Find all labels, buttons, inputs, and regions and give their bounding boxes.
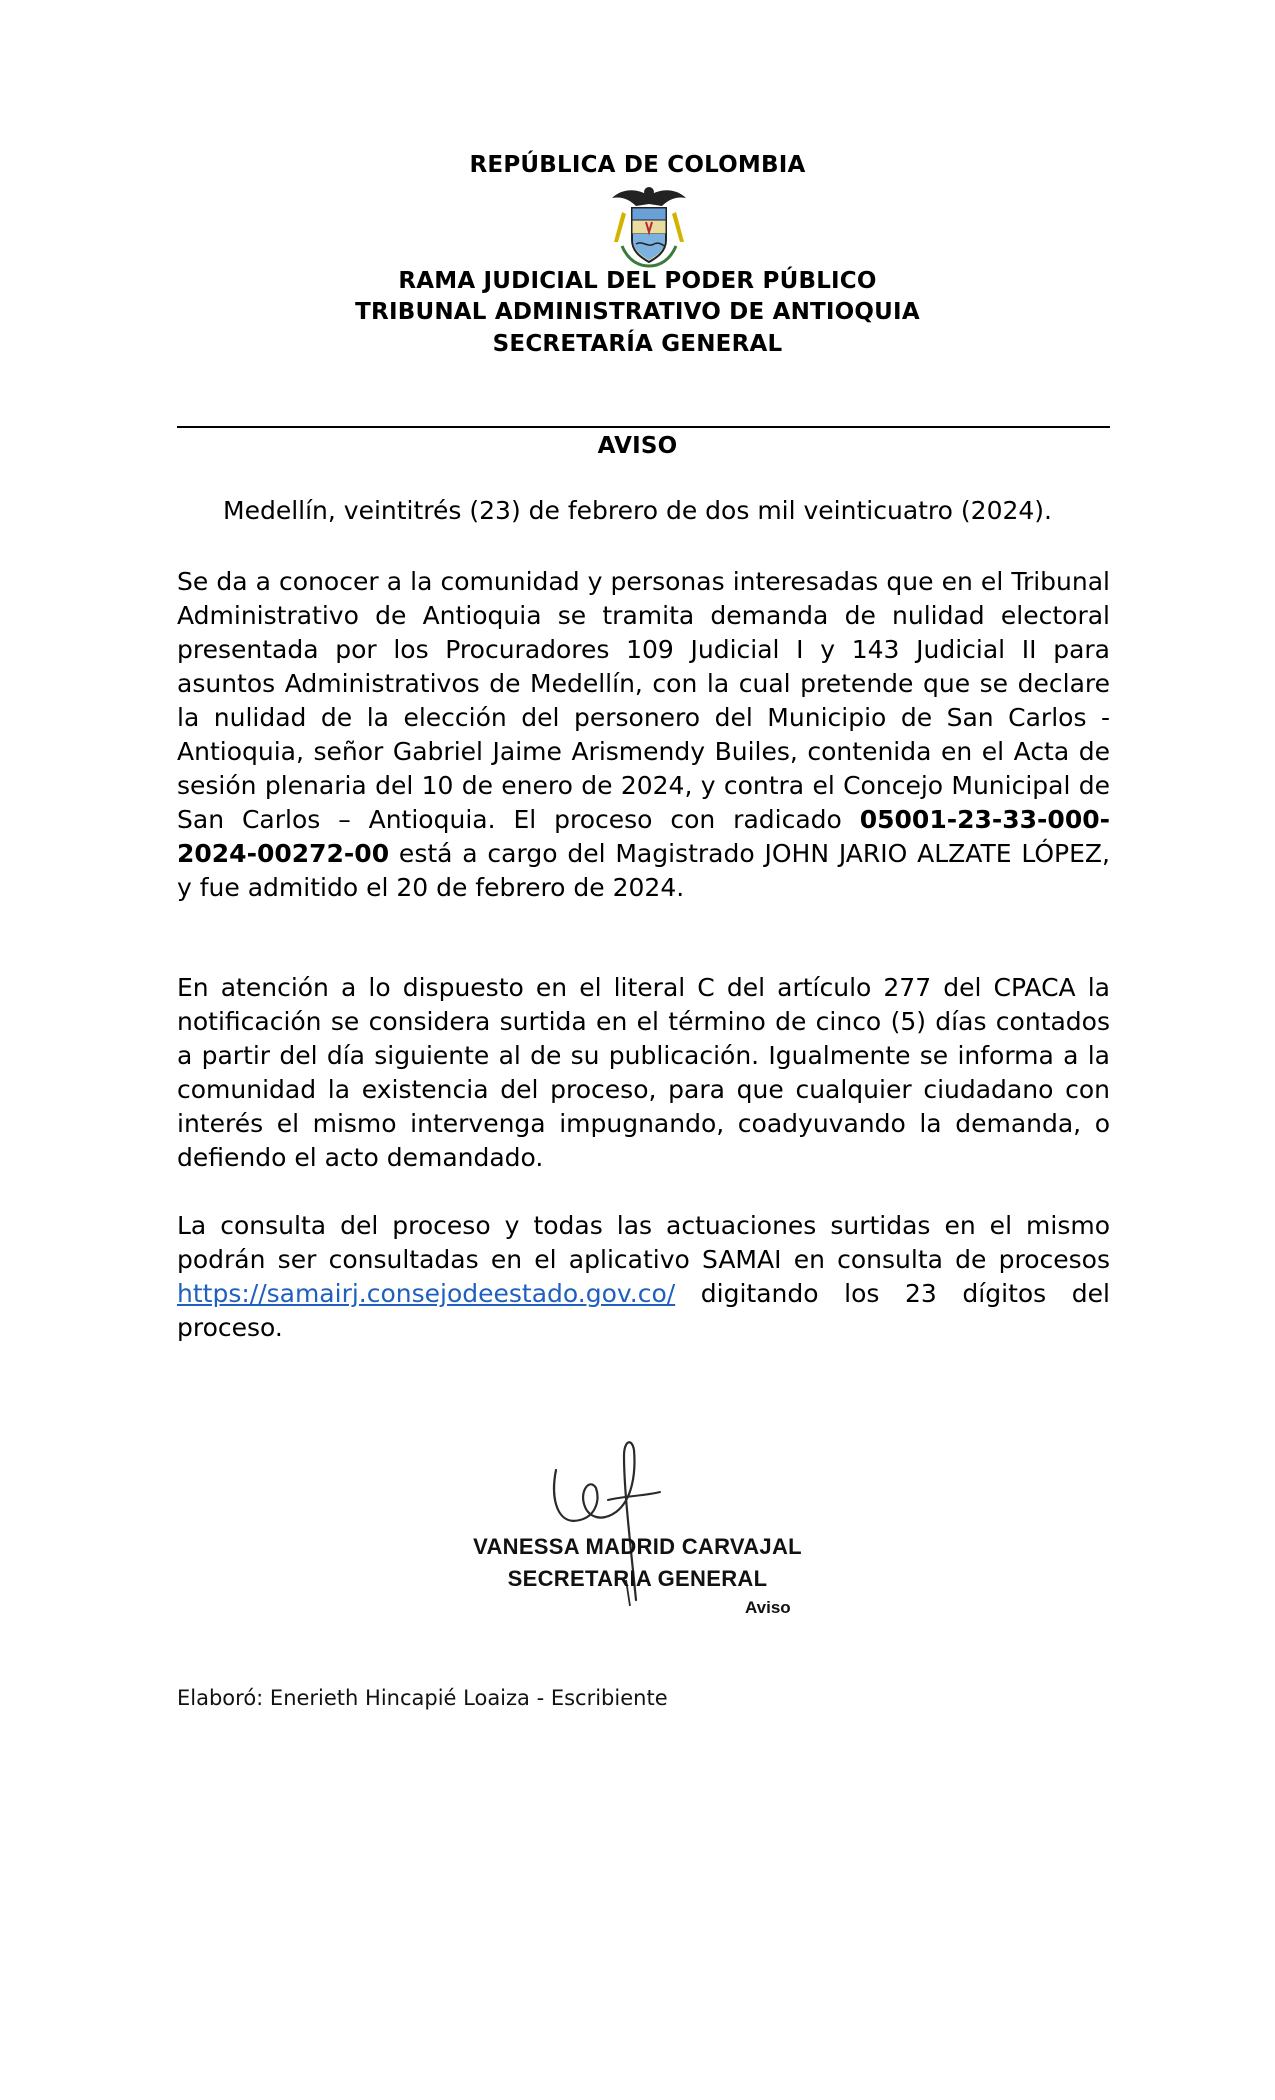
paragraph-line: podrán ser consultadas en el aplicativo SAMAI en consulta de procesos xyxy=(177,1245,1110,1274)
paragraph-text: está a cargo del Magistrado JOHN JARIO ALZATE LÓPEZ, xyxy=(389,839,1110,868)
institution-line-3: SECRETARÍA GENERAL xyxy=(492,331,783,357)
notice-title: AVISO xyxy=(597,433,678,459)
coat-of-arms-icon xyxy=(608,182,690,268)
signer-role: SECRETARIA GENERAL xyxy=(507,1566,768,1591)
paragraph-text: digitando los 23 dígitos del xyxy=(675,1279,1110,1308)
paragraph-line: La consulta del proceso y todas las actuaciones surtidas en el mismo xyxy=(177,1211,1110,1240)
header-divider xyxy=(177,426,1110,428)
paragraph-3 xyxy=(177,1209,1110,1345)
paragraph-line: presentada por los Procuradores 109 Judicial I y 143 Judicial II para xyxy=(177,635,1110,664)
signer-name: VANESSA MADRID CARVAJAL xyxy=(473,1534,802,1559)
samai-link[interactable]: https://samairj.consejodeestado.gov.co/ xyxy=(177,1279,676,1308)
paragraph-line: Antioquia, señor Gabriel Jaime Arismendy Builes, contenida en el Acta de xyxy=(177,737,1110,766)
paragraph-1 xyxy=(177,565,1110,905)
date-line: Medellín, veintitrés (23) de febrero de dos mil veinticuatro (2024). xyxy=(223,496,1052,525)
paragraph-line: Se da a conocer a la comunidad y personas interesadas que en el Tribunal xyxy=(177,567,1110,596)
paragraph-2 xyxy=(177,971,1110,1175)
paragraph-line: notificación se considera surtida en el término de cinco (5) días contados xyxy=(177,1007,1110,1036)
paragraph-line xyxy=(177,1277,1110,1311)
paragraph-line: y fue admitido el 20 de febrero de 2024. xyxy=(177,873,685,902)
paragraph-line: sesión plenaria del 10 de enero de 2024, y contra el Concejo Municipal de xyxy=(177,771,1110,800)
paragraph-line: En atención a lo dispuesto en el literal C del artículo 277 del CPACA la xyxy=(177,973,1110,1002)
institution-line-2: TRIBUNAL ADMINISTRATIVO DE ANTIOQUIA xyxy=(355,299,920,325)
paragraph-line: la nulidad de la elección del personero del Municipio de San Carlos - xyxy=(177,703,1110,732)
paragraph-line: asuntos Administrativos de Medellín, con la cual pretende que se declare xyxy=(177,669,1110,698)
paragraph-line xyxy=(177,837,1110,871)
paragraph-line: Administrativo de Antioquia se tramita demanda de nulidad electoral xyxy=(177,601,1110,630)
handwritten-signature xyxy=(540,1430,760,1630)
paragraph-line: comunidad la existencia del proceso, para que cualquier ciudadano con xyxy=(177,1075,1110,1104)
country-heading: REPÚBLICA DE COLOMBIA xyxy=(469,152,806,178)
paragraph-line: a partir del día siguiente al de su publicación. Igualmente se informa a la xyxy=(177,1041,1110,1070)
institution-line-1: RAMA JUDICIAL DEL PODER PÚBLICO xyxy=(398,268,877,294)
paragraph-line: proceso. xyxy=(177,1313,283,1342)
case-number-part-1: 05001-23-33-000- xyxy=(859,805,1110,834)
prepared-by-footer: Elaboró: Enerieth Hincapié Loaiza - Escribiente xyxy=(177,1686,668,1710)
case-number-part-2: 2024-00272-00 xyxy=(177,839,390,868)
signature-note: Aviso xyxy=(745,1598,791,1617)
paragraph-line: defiendo el acto demandado. xyxy=(177,1143,544,1172)
paragraph-line: interés el mismo intervenga impugnando, coadyuvando la demanda, o xyxy=(177,1109,1110,1138)
paragraph-line xyxy=(177,803,1110,837)
paragraph-text: San Carlos – Antioquia. El proceso con radicado xyxy=(177,805,860,834)
